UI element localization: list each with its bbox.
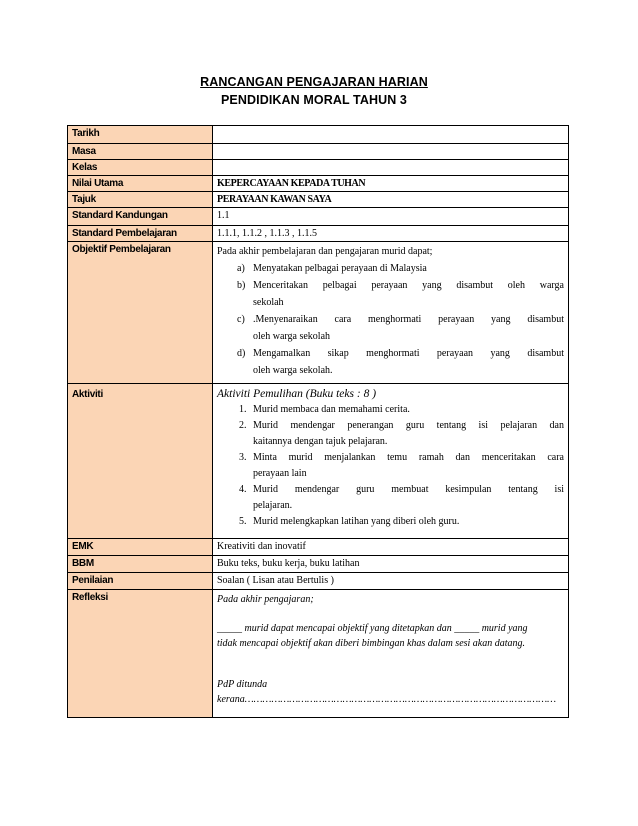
page-subtitle bbox=[0, 93, 633, 107]
value-tarikh bbox=[213, 126, 569, 144]
value-kelas bbox=[213, 160, 569, 176]
row-aktiviti bbox=[68, 384, 569, 539]
list-item: 3. Minta murid menjalankan temu ramah dan menceritakan cara perayaan lain bbox=[239, 452, 564, 479]
label-emk: EMK bbox=[68, 539, 213, 556]
list-item: d) Mengamalkan sikap menghormati perayaan yang disambut oleh warga sekolah. bbox=[237, 348, 564, 376]
value-standard-kandungan: 1.1 bbox=[213, 208, 569, 226]
lesson-plan-table bbox=[67, 125, 569, 718]
value-masa bbox=[213, 144, 569, 160]
list-item: 1. Murid membaca dan memahami cerita. bbox=[239, 404, 410, 415]
refleksi-line-4: PdP ditunda bbox=[217, 679, 268, 690]
value-bbm: Buku teks, buku kerja, buku latihan bbox=[213, 556, 569, 573]
refleksi-line-1: Pada akhir pengajaran; bbox=[217, 594, 314, 605]
row-kelas bbox=[68, 160, 569, 176]
value-emk: Kreativiti dan inovatif bbox=[213, 539, 569, 556]
label-kelas: Kelas bbox=[68, 160, 213, 176]
value-penilaian: Soalan ( Lisan atau Bertulis ) bbox=[213, 573, 569, 590]
list-item: a) Menyatakan pelbagai perayaan di Malaysia bbox=[237, 263, 427, 274]
row-tarikh bbox=[68, 126, 569, 144]
list-item: 2. Murid mendengar penerangan guru tentang isi pelajaran dan kaitannya dengan tajuk pelajaran. bbox=[239, 420, 564, 447]
list-item: c) .Menyenaraikan cara menghormati perayaan yang disambut oleh warga sekolah bbox=[237, 314, 564, 342]
title-line-1: RANCANGAN PENGAJARAN HARIAN bbox=[200, 75, 428, 89]
objektif-list bbox=[217, 260, 564, 379]
refleksi-line-2: _____ murid dapat mencapai objektif yang ditetapkan dan _____ murid yang bbox=[217, 623, 528, 634]
row-nilai-utama bbox=[68, 176, 569, 192]
label-penilaian: Penilaian bbox=[68, 573, 213, 590]
row-bbm bbox=[68, 556, 569, 573]
value-nilai-utama: KEPERCAYAAN KEPADA TUHAN bbox=[213, 176, 569, 192]
value-standard-pembelajaran: 1.1.1, 1.1.2 , 1.1.3 , 1.1.5 bbox=[213, 226, 569, 242]
label-objektif: Objektif Pembelajaran bbox=[68, 242, 213, 384]
list-item: 5. Murid melengkapkan latihan yang diberi oleh guru. bbox=[239, 516, 460, 527]
value-refleksi bbox=[213, 590, 569, 718]
list-item: b) Menceritakan pelbagai perayaan yang disambut oleh warga sekolah bbox=[237, 280, 564, 308]
label-aktiviti: Aktiviti bbox=[68, 384, 213, 539]
page-title bbox=[0, 75, 633, 89]
row-refleksi bbox=[68, 590, 569, 718]
label-tajuk: Tajuk bbox=[68, 192, 213, 208]
label-standard-kandungan: Standard Kandungan bbox=[68, 208, 213, 226]
row-emk bbox=[68, 539, 569, 556]
value-aktiviti bbox=[213, 384, 569, 539]
label-bbm: BBM bbox=[68, 556, 213, 573]
aktiviti-list bbox=[217, 402, 564, 530]
list-item: 4. Murid mendengar guru membuat kesimpulan tentang isi pelajaran. bbox=[239, 484, 564, 511]
label-standard-pembelajaran: Standard Pembelajaran bbox=[68, 226, 213, 242]
value-tajuk: PERAYAAN KAWAN SAYA bbox=[213, 192, 569, 208]
row-standard-kandungan bbox=[68, 208, 569, 226]
row-objektif bbox=[68, 242, 569, 384]
title-line-2: PENDIDIKAN MORAL TAHUN 3 bbox=[221, 93, 407, 107]
row-masa bbox=[68, 144, 569, 160]
row-standard-pembelajaran bbox=[68, 226, 569, 242]
value-objektif bbox=[213, 242, 569, 384]
row-tajuk bbox=[68, 192, 569, 208]
label-tarikh: Tarikh bbox=[68, 126, 213, 144]
row-penilaian bbox=[68, 573, 569, 590]
objektif-intro: Pada akhir pembelajaran dan pengajaran murid dapat; bbox=[217, 246, 433, 257]
aktiviti-heading: Aktiviti Pemulihan (Buku teks : 8 ) bbox=[217, 388, 377, 400]
label-masa: Masa bbox=[68, 144, 213, 160]
label-refleksi: Refleksi bbox=[68, 590, 213, 718]
refleksi-line-5: kerana…………………………………………………………………………………………… bbox=[217, 694, 556, 705]
refleksi-line-3: tidak mencapai objektif akan diberi bimbingan khas dalam sesi akan datang. bbox=[217, 638, 526, 649]
label-nilai-utama: Nilai Utama bbox=[68, 176, 213, 192]
